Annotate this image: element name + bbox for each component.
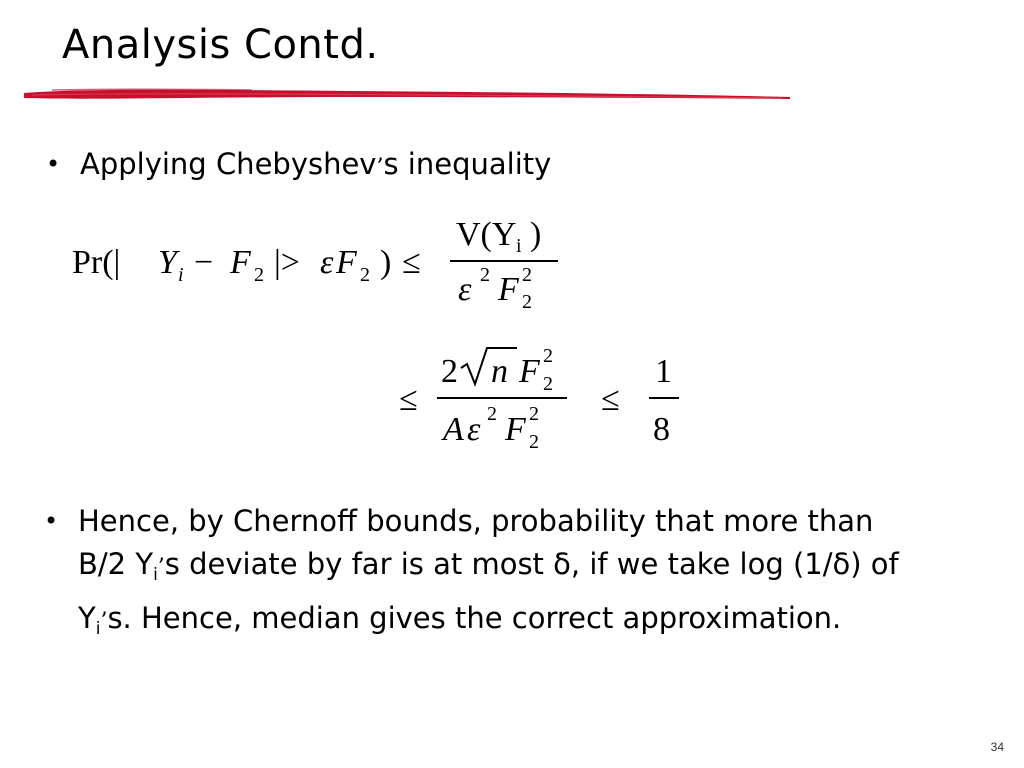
eq2-den-A: A bbox=[443, 411, 464, 448]
page-number: 34 bbox=[990, 740, 1004, 754]
eq2-den-F-sub: 2 bbox=[529, 431, 539, 453]
bullet2-line-3 bbox=[78, 597, 1018, 651]
eq2-frac-num: 1 bbox=[655, 353, 672, 390]
eq1-F2: F bbox=[336, 244, 357, 281]
bullet-dot: • bbox=[44, 507, 59, 535]
bound-equation bbox=[395, 340, 715, 460]
bullet2-line-1: Hence, by Chernoff bounds, probability that more than bbox=[78, 504, 874, 538]
eq1-den-F-sub: 2 bbox=[522, 291, 532, 313]
eq2-frac-den: 8 bbox=[653, 411, 670, 448]
eq2-den-F: F bbox=[505, 411, 526, 448]
eq2-num-n: n bbox=[491, 353, 508, 390]
apostrophe: ’ bbox=[100, 609, 108, 634]
bullet2-line-3-end: s. Hence, median gives the correct approximation. bbox=[107, 601, 842, 635]
eq2-leq-1: ≤ bbox=[399, 381, 418, 418]
subscript-i: i bbox=[95, 619, 101, 639]
eq1-pr: Pr(| bbox=[72, 244, 121, 281]
bullet2-line-3-Y: Y bbox=[78, 601, 96, 635]
bullet-text-tail: s inequality bbox=[383, 147, 552, 181]
bullet-text: Applying Chebyshev bbox=[80, 147, 377, 181]
apostrophe: ’ bbox=[376, 155, 384, 180]
slide-title: Analysis Contd. bbox=[62, 22, 379, 68]
eq1-eps: ε bbox=[320, 244, 334, 281]
eq2-num-2: 2 bbox=[441, 353, 458, 390]
eq1-leq: ≤ bbox=[402, 244, 421, 281]
eq2-num-F-sup: 2 bbox=[543, 345, 553, 367]
eq1-num-sub-i: i bbox=[516, 235, 522, 257]
bullet2-line-2 bbox=[78, 543, 1018, 597]
eq1-gt: |> bbox=[274, 244, 300, 281]
apostrophe: ’ bbox=[157, 555, 165, 580]
bullet2-line-2-start: B/2 Y bbox=[78, 547, 154, 581]
title-underline-rule bbox=[22, 84, 792, 104]
sqrt-icon bbox=[461, 348, 517, 384]
eq2-den-F-sup: 2 bbox=[529, 403, 539, 425]
eq1-den-F: F bbox=[498, 271, 519, 308]
subscript-i: i bbox=[153, 565, 158, 585]
eq1-den-eps-sq: 2 bbox=[480, 264, 490, 286]
eq1-Y-sub-i: i bbox=[178, 264, 184, 286]
eq1-den-F-sup: 2 bbox=[522, 264, 532, 286]
eq1-Y: Y bbox=[158, 244, 177, 281]
eq1-minus: − bbox=[194, 244, 214, 281]
eq1-den-eps: ε bbox=[458, 271, 472, 308]
eq1-num: V(Y bbox=[456, 216, 517, 253]
eq2-num-F-sub: 2 bbox=[543, 373, 553, 395]
eq1-F2-sub-2: 2 bbox=[360, 264, 370, 286]
eq1-close: ) bbox=[380, 244, 392, 281]
bullet-chebyshev bbox=[46, 143, 552, 189]
eq2-den-eps: ε bbox=[467, 411, 481, 448]
eq1-F: F bbox=[230, 244, 251, 281]
bullet-chernoff bbox=[44, 500, 1018, 651]
bullet2-line-2-end: s deviate by far is at most δ, if we take log (1/δ) of bbox=[164, 547, 899, 581]
chebyshev-equation bbox=[70, 205, 590, 315]
eq1-num-close: ) bbox=[530, 216, 542, 253]
eq2-leq-2: ≤ bbox=[601, 381, 620, 418]
eq2-num-F: F bbox=[519, 353, 540, 390]
eq1-F-sub-2: 2 bbox=[254, 264, 264, 286]
eq2-den-eps-sq: 2 bbox=[487, 403, 497, 425]
bullet-dot: • bbox=[46, 150, 61, 178]
